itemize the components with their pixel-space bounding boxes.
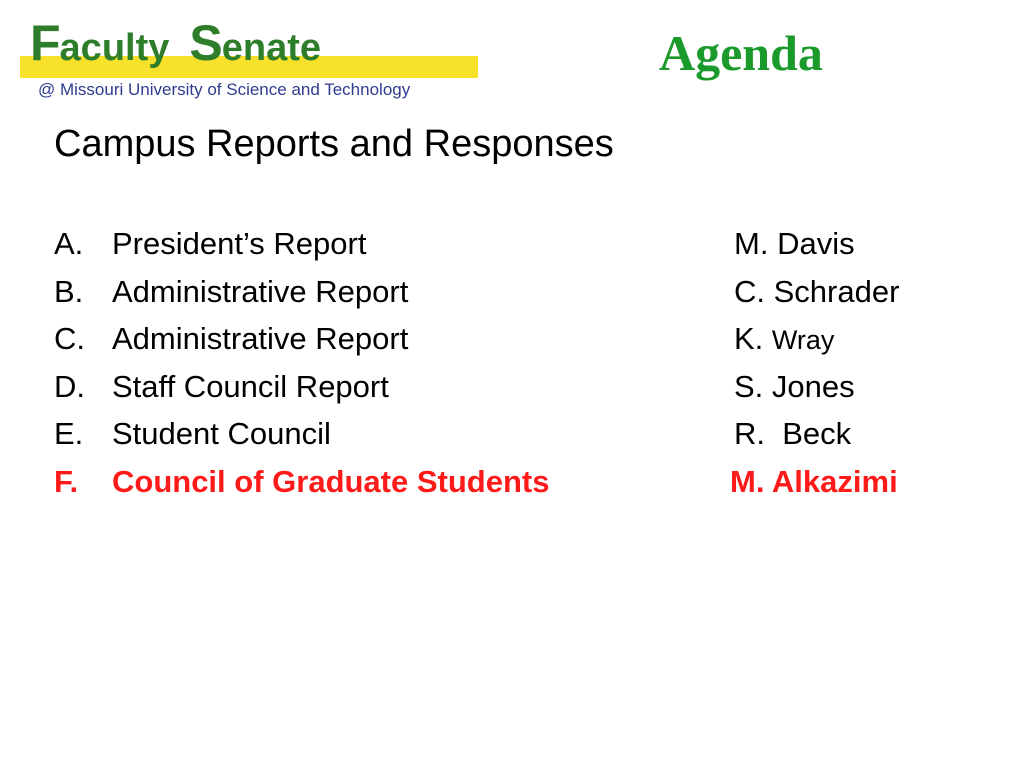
agenda-item-presenter — [734, 315, 834, 364]
agenda-item-presenter — [734, 363, 855, 410]
agenda-item-name: Administrative Report — [112, 321, 409, 356]
agenda-item-presenter — [734, 220, 855, 267]
presenter-name: Alkazimi — [771, 463, 898, 499]
logo-title-initial-f: F — [30, 15, 60, 71]
agenda-item-administrative-report-2 — [54, 315, 994, 363]
agenda-item-letter: F. — [54, 463, 79, 499]
presenter-initial: M. — [734, 226, 769, 261]
presenter-name: Schrader — [773, 273, 900, 309]
agenda-item-name: Administrative Report — [112, 273, 409, 309]
agenda-item-name: Council of Graduate Students — [112, 463, 550, 499]
agenda-item-presenter — [734, 410, 851, 457]
agenda-item-name: Staff Council Report — [112, 368, 389, 404]
agenda-item-staff-council-report — [54, 363, 994, 411]
logo-title-word-2: enate — [221, 27, 322, 69]
logo-subtitle: @ Missouri University of Science and Technology — [38, 80, 411, 99]
agenda-item-letter: D. — [54, 368, 85, 404]
agenda-item-letter: A. — [54, 226, 84, 261]
agenda-item-letter: E. — [54, 416, 84, 451]
presenter-initial: M. — [730, 463, 765, 499]
agenda-item-letter: C. — [54, 321, 85, 356]
presenter-name: Jones — [771, 368, 855, 404]
presenter-initial: R. — [734, 416, 765, 451]
logo-title — [30, 15, 322, 71]
logo-title-word-1: aculty — [59, 27, 170, 69]
agenda-item-president-report — [54, 220, 994, 268]
section-heading: Campus Reports and Responses — [54, 123, 614, 165]
agenda-item-name: Student Council — [112, 416, 331, 451]
presenter-initial: C. — [734, 273, 765, 309]
agenda-list — [54, 220, 994, 505]
presenter-initial: S. — [734, 368, 764, 404]
logo-title-initial-s: S — [189, 15, 222, 71]
agenda-item-presenter — [730, 458, 898, 505]
agenda-item-administrative-report-1 — [54, 268, 994, 316]
presenter-name: Davis — [777, 226, 855, 261]
agenda-item-letter: B. — [54, 273, 84, 309]
agenda-item-presenter — [734, 268, 899, 315]
presenter-name: Beck — [782, 416, 852, 451]
faculty-senate-logo — [20, 14, 480, 104]
agenda-item-student-council — [54, 410, 994, 458]
page-title: Agenda — [659, 25, 823, 81]
presenter-initial: K. — [734, 321, 764, 356]
presenter-name: Wray — [771, 325, 835, 355]
agenda-item-council-of-graduate-students — [54, 458, 994, 506]
agenda-item-name: President’s Report — [112, 226, 367, 261]
